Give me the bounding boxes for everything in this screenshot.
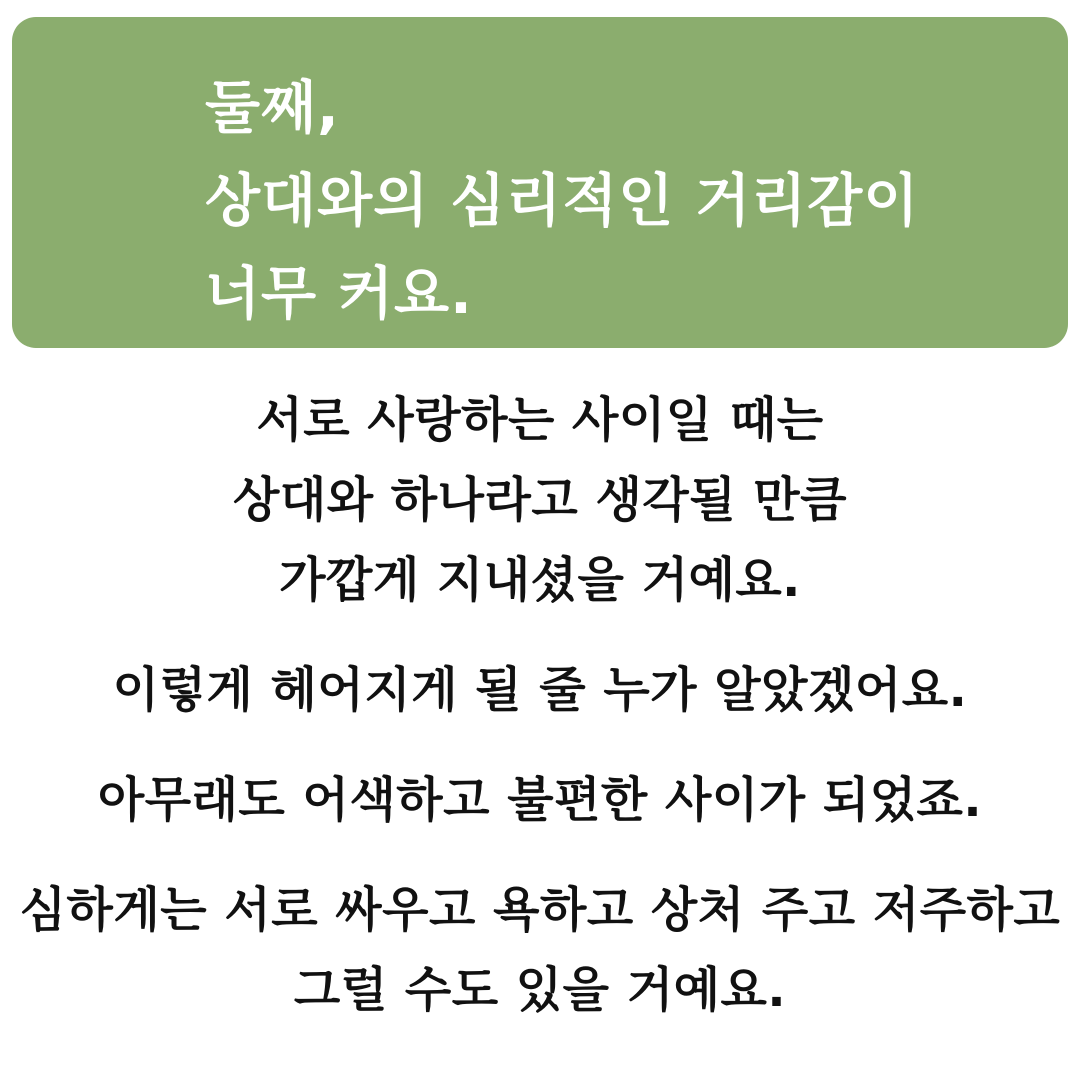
card-title bbox=[205, 62, 1068, 341]
paragraph-3 bbox=[0, 760, 1080, 840]
body-line: 그럴 수도 있을 거예요. bbox=[293, 962, 787, 1018]
body-line: 심하게는 서로 싸우고 욕하고 상처 주고 저주하고 bbox=[19, 882, 1061, 938]
title-banner bbox=[12, 17, 1068, 348]
body-line: 아무래도 어색하고 불편한 사이가 되었죠. bbox=[97, 772, 983, 828]
body-line: 가깝게 지내셨을 거예요. bbox=[279, 552, 801, 608]
title-line-1: 둘째, bbox=[205, 75, 340, 141]
paragraph-2 bbox=[0, 650, 1080, 730]
paragraph-1 bbox=[0, 380, 1080, 620]
body-line: 상대와 하나라고 생각될 만큼 bbox=[232, 472, 848, 528]
title-line-3: 너무 커요. bbox=[205, 261, 473, 327]
paragraph-4 bbox=[0, 870, 1080, 1030]
body-line: 이렇게 헤어지게 될 줄 누가 알았겠어요. bbox=[112, 662, 968, 718]
body-text bbox=[0, 380, 1080, 1060]
title-line-2: 상대와의 심리적인 거리감이 bbox=[205, 168, 920, 234]
body-line: 서로 사랑하는 사이일 때는 bbox=[256, 392, 824, 448]
